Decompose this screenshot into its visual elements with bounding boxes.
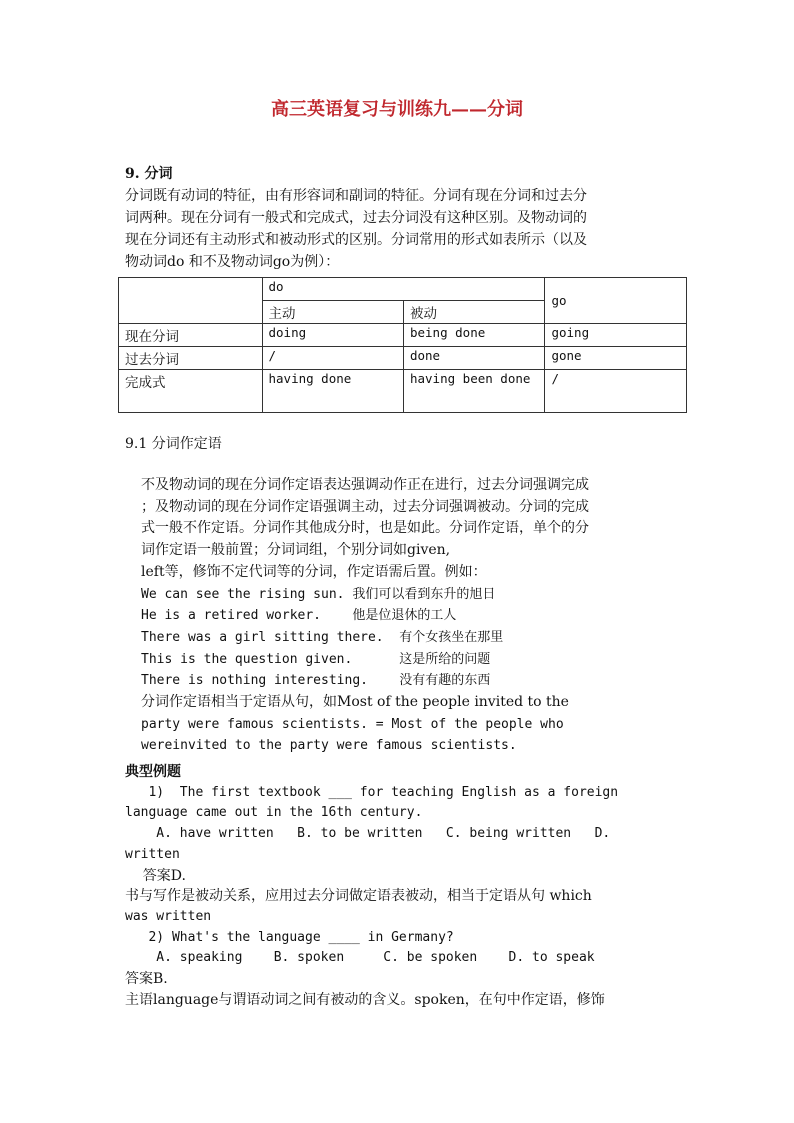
cell-go: / <box>545 370 687 413</box>
row-label: 现在分词 <box>119 324 263 347</box>
row-label: 完成式 <box>119 370 263 413</box>
cell-active: / <box>262 347 403 370</box>
cell-passive: done <box>403 347 544 370</box>
answer-line: 答案D. <box>125 867 186 884</box>
cell-passive: having been done <box>403 370 544 413</box>
explanation-line: was written <box>125 908 212 924</box>
table-row <box>119 278 687 301</box>
subsection-body <box>141 475 661 757</box>
body-line: 不及物动词的现在分词作定语表达强调动作正在进行，过去分词强调完成 <box>141 477 589 493</box>
example-sentence: There is nothing interesting. 没有有趣的东西 <box>141 673 491 689</box>
intro-line: 现在分词还有主动形式和被动形式的区别。分词常用的形式如表所示（以及 <box>125 232 587 248</box>
cell-go: gone <box>545 347 687 370</box>
answer-line: 答案B. <box>125 971 168 988</box>
example-line: language came out in the 16th century. <box>125 805 423 821</box>
header-active: 主动 <box>262 301 403 324</box>
body-line: wereinvited to the party were famous scientists. <box>141 738 517 754</box>
body-line: 词作定语一般前置；分词词组，个别分词如given, <box>141 542 451 559</box>
intro-line: 词两种。现在分词有一般式和完成式，过去分词没有这种区别。及物动词的 <box>125 210 587 226</box>
explanation-line: 书与写作是被动关系，应用过去分词做定语表被动，相当于定语从句 which <box>125 888 592 905</box>
cell-passive: being done <box>403 324 544 347</box>
example-sentence: He is a retired worker. 他是位退休的工人 <box>141 608 457 624</box>
table-cell-empty <box>119 278 263 324</box>
example-sentence: This is the question given. 这是所给的问题 <box>141 651 491 667</box>
subsection-heading: 9.1 分词作定语 <box>125 436 222 452</box>
intro-line: 分词既有动词的特征，由有形容词和副词的特征。分词有现在分词和过去分 <box>125 188 587 204</box>
header-go: go <box>545 278 687 324</box>
examples-heading: 典型例题 <box>125 764 181 780</box>
example-sentence: There was a girl sitting there. 有个女孩坐在那里 <box>141 629 504 645</box>
table-row <box>119 324 687 347</box>
row-label: 过去分词 <box>119 347 263 370</box>
section-participle <box>125 163 665 273</box>
document-title: 高三英语复习与训练九——分词 <box>271 99 523 120</box>
participle-forms-table <box>118 277 687 413</box>
table-row <box>119 347 687 370</box>
table-row <box>119 370 687 413</box>
body-line: 分词作定语相当于定语从句，如Most of the people invited to the <box>141 694 569 711</box>
cell-active: doing <box>262 324 403 347</box>
cell-active: having done <box>262 370 403 413</box>
examples-section <box>125 762 670 1010</box>
header-do: do <box>262 278 545 301</box>
body-line: left等，修饰不定代词等的分词，作定语需后置。例如： <box>141 563 487 580</box>
header-passive: 被动 <box>403 301 544 324</box>
body-line: 式一般不作定语。分词作其他成分时，也是如此。分词作定语，单个的分 <box>141 520 589 537</box>
example-line: written <box>125 846 180 862</box>
example-line: 2) What's the language ____ in Germany? <box>125 929 454 945</box>
section-heading: 9. 分词 <box>125 166 173 182</box>
cell-go: going <box>545 324 687 347</box>
intro-line: 物动词do 和不及物动词go为例）： <box>125 254 340 270</box>
example-line: 1) The first textbook ___ for teaching English as a foreign <box>125 784 619 800</box>
example-line: A. speaking B. spoken C. be spoken D. to speak <box>125 950 595 966</box>
explanation-line: 主语language与谓语动词之间有被动的含义。spoken，在句中作定语，修饰 <box>125 991 605 1008</box>
body-line: ；及物动词的现在分词作定语强调主动，过去分词强调被动。分词的完成 <box>141 498 589 515</box>
body-line: party were famous scientists. = Most of the people who <box>141 716 564 732</box>
example-sentence: We can see the rising sun. 我们可以看到东升的旭日 <box>141 586 496 602</box>
example-line: A. have written B. to be written C. being written D. <box>125 826 611 842</box>
